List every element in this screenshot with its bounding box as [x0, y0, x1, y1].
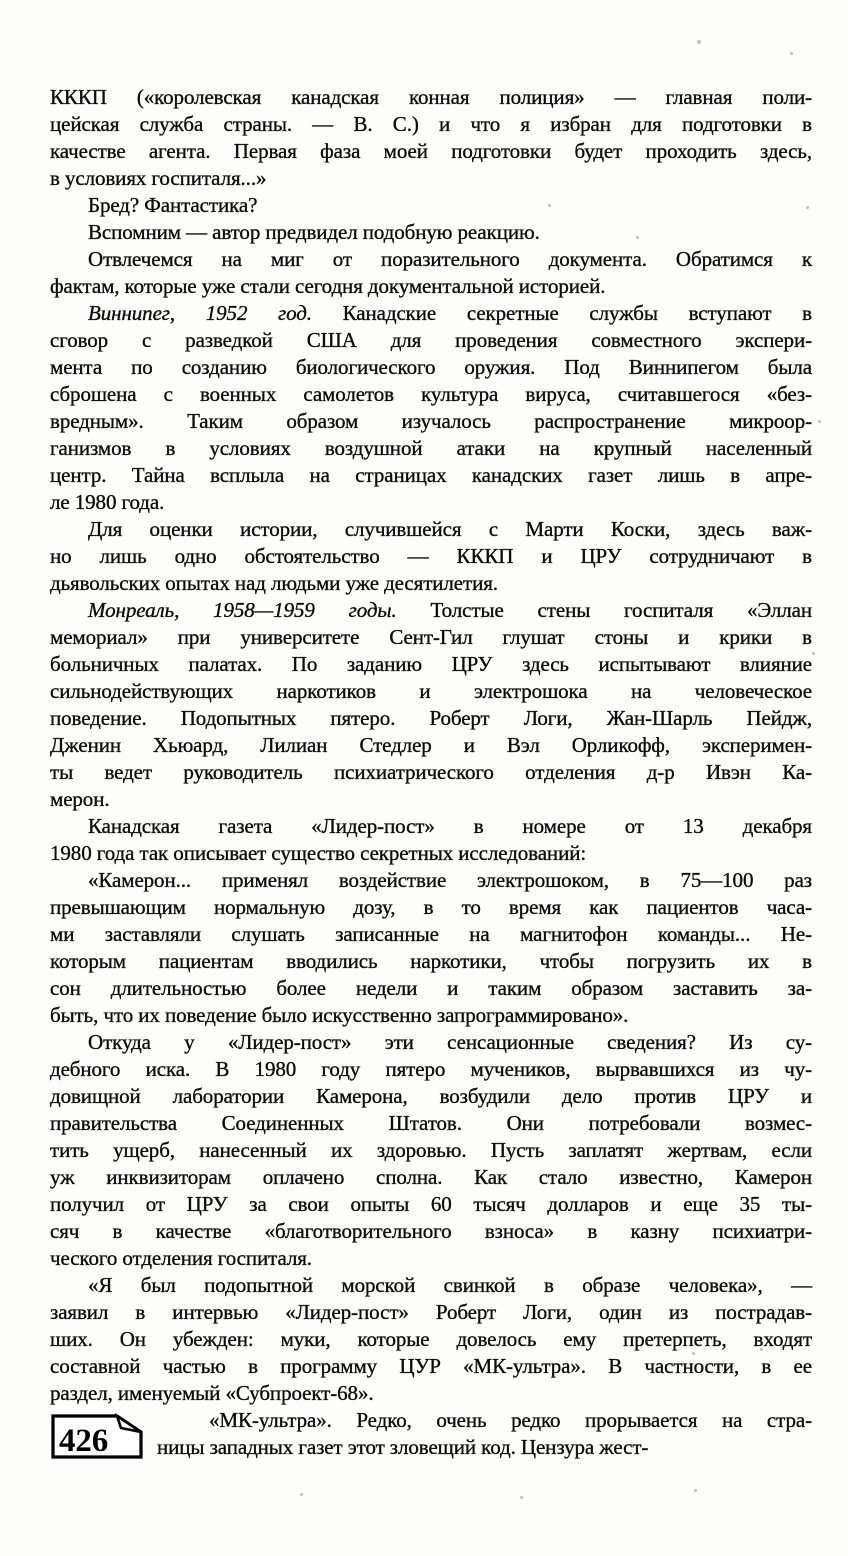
text-line: Отвлечемся на миг от поразительного документа. Обратимся к	[88, 247, 812, 271]
text-line: вредным». Таким образом изучалось распространение микроор-	[50, 409, 812, 433]
scan-speck	[300, 1493, 303, 1496]
text-line: больничных палатах. По заданию ЦРУ здесь испытывают влияние	[50, 652, 812, 676]
text-line: Вспомним — автор предвидел подобную реакцию.	[88, 220, 540, 244]
text-line: ших. Он убежден: муки, которые довелось ему претерпеть, входят	[50, 1327, 812, 1351]
text-line: центр. Тайна всплыла на страницах канадских газет лишь в апре-	[50, 463, 812, 487]
page-number: 426	[59, 1423, 109, 1459]
text-line: составной частью в программу ЦУР «МК-ультра». В частности, в ее	[50, 1354, 812, 1378]
scan-speck	[697, 40, 701, 44]
text-line: правительства Соединенных Штатов. Они потребовали возмес-	[50, 1111, 812, 1135]
text-line: уж инквизиторам оплачено сполна. Как стало известно, Камерон	[50, 1165, 812, 1189]
text-line: ты ведет руководитель психиатрического отделения д-р Ивэн Ка-	[50, 760, 812, 784]
page-number-badge	[50, 1411, 144, 1461]
body-text	[50, 84, 812, 1461]
text-line: КККП («королевская канадская конная полиция» — главная поли-	[50, 85, 812, 109]
text-line: дебного иска. В 1980 году пятеро мучеников, вырвавшихся из чу-	[50, 1057, 812, 1081]
scan-speck	[520, 1496, 523, 1499]
folded-page-icon	[50, 1411, 144, 1461]
text-line: Канадская газета «Лидер-пост» в номере от 13 декабря	[88, 814, 812, 838]
text-line: «МК-ультра». Редко, очень редко прорывается на стра-	[209, 1408, 812, 1432]
text-line: ницы западных газет этот зловещий код. Цензура жест-	[157, 1435, 649, 1459]
text-line: качестве агента. Первая фаза моей подготовки будет проходить здесь,	[50, 139, 812, 163]
text-line: мемориал» при университете Сент-Гил глушат стоны и крики в	[50, 625, 812, 649]
text-line: цейская служба страны. — В. С.) и что я избран для подготовки в	[50, 112, 812, 136]
text-line: 1980 года так описывает существо секретных исследований:	[50, 841, 587, 865]
text-line: ми заставляли слушать записанные на магнитофон команды... Не-	[50, 922, 812, 946]
text-line: Дженин Хьюард, Лилиан Стедлер и Вэл Орликофф, эксперимен-	[50, 733, 812, 757]
text-line: мерон.	[50, 787, 110, 811]
scan-speck	[812, 652, 815, 655]
text-line: ле 1980 года.	[50, 490, 165, 514]
text-line: получил от ЦРУ за свои опыты 60 тысяч долларов и еще 35 ты-	[50, 1192, 812, 1216]
text-line: заявил в интервью «Лидер-пост» Роберт Логи, один из пострадав-	[50, 1300, 812, 1324]
text-line: Откуда у «Лидер-пост» эти сенсационные сведения? Из су-	[88, 1030, 812, 1054]
text-line: Виннипег, 1952 год. Канадские секретные службы вступают в	[88, 301, 812, 325]
text-line: тить ущерб, нанесенный их здоровью. Пусть заплатят жертвам, если	[50, 1138, 812, 1162]
text-line: ческого отделения госпиталя.	[50, 1246, 312, 1270]
scan-speck	[818, 420, 821, 423]
scan-speck	[806, 206, 809, 209]
text-line: Монреаль, 1958—1959 годы. Толстые стены госпиталя «Эллан	[88, 598, 812, 622]
text-line: довищной лаборатории Камерона, возбудили дело против ЦРУ и	[50, 1084, 812, 1108]
text-line: «Я был подопытной морской свинкой в образе человека», —	[88, 1273, 812, 1297]
scan-speck	[548, 204, 551, 207]
scan-speck	[692, 1352, 695, 1355]
text-line: сброшена с военных самолетов культура вируса, считавшегося «без-	[50, 382, 812, 406]
text-line: Для оценки истории, случившейся с Марти Коски, здесь важ-	[88, 517, 812, 541]
text-line: которым пациентам вводились наркотики, чтобы погрузить их в	[50, 949, 812, 973]
text-line: сильнодействующих наркотиков и электрошока на человеческое	[50, 679, 812, 703]
text-line: сяч в качестве «благотворительного взноса» в казну психиатри-	[50, 1219, 812, 1243]
text-line: мента по созданию биологического оружия. Под Виннипегом была	[50, 355, 812, 379]
text-line: поведение. Подопытных пятеро. Роберт Логи, Жан-Шарль Пейдж,	[50, 706, 812, 730]
scan-speck	[636, 236, 639, 239]
text-line: в условиях госпиталя...»	[50, 166, 267, 190]
text-line: дьявольских опытах над людьми уже десятилетия.	[50, 571, 498, 595]
text-line: раздел, именуемый «Субпроект-68».	[50, 1381, 374, 1405]
text-line: фактам, которые уже стали сегодня документальной историей.	[50, 274, 606, 298]
text-line: «Камерон... применял воздействие электрошоком, в 75—100 раз	[88, 868, 812, 892]
text-line: ганизмов в условиях воздушной атаки на крупный населенный	[50, 436, 812, 460]
scan-speck	[694, 1489, 697, 1492]
scan-speck	[760, 1348, 763, 1351]
text-line: но лишь одно обстоятельство — КККП и ЦРУ сотрудничают в	[50, 544, 812, 568]
text-line: сон длительностью более недели и таким образом заставить за-	[50, 976, 812, 1000]
text-line: сговор с разведкой США для проведения совместного экспери-	[50, 328, 812, 352]
text-line: превышающим нормальную дозу, в то время как пациентов часа-	[50, 895, 812, 919]
text-line: Бред? Фантастика?	[88, 193, 258, 217]
text-line: быть, что их поведение было искусственно запрограммировано».	[50, 1003, 629, 1027]
scan-speck	[790, 52, 793, 55]
